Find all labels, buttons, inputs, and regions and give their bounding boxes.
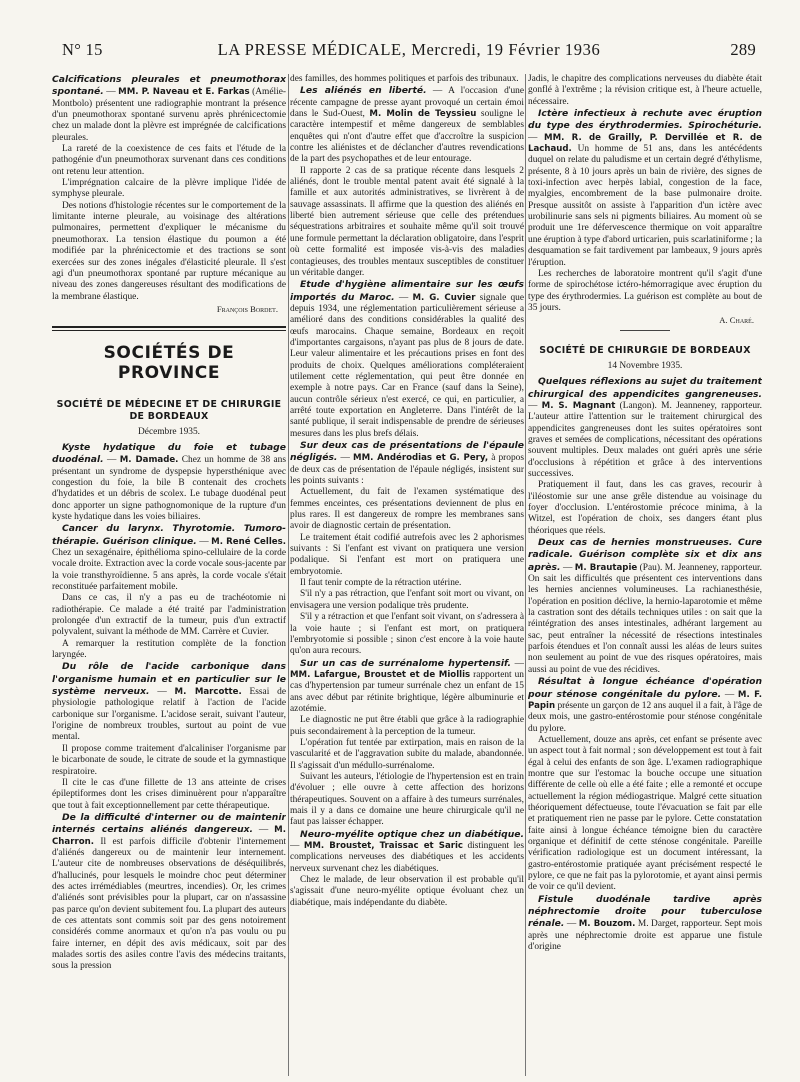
article-paragraph: Calcifications pleurales et pneumothorax spontané. — MM. P. Naveau et E. Farkas (Amélie-Montbolo) présentent une radiographie montrant la présence d'un pneumothorax spontané survenu après phrénicectomie chez un malade dont la plèvre est imprégnée de calcifications pleurales. — [52, 74, 286, 143]
article-authors: MM. P. Naveau et E. Farkas — [118, 87, 250, 98]
article-title: Résultat à longue échéance d'opération pour sténose congénitale du pylore. — [528, 676, 762, 700]
article-authors: M. F. Papin — [528, 689, 762, 711]
article-authors: M. Molin de Teyssieu — [369, 109, 477, 120]
article-authors: M. Marcotte. — [174, 687, 242, 698]
divider — [620, 330, 670, 331]
column-2 — [290, 74, 524, 1076]
article-paragraph: Sur un cas de surrénalome hypertensif. — MM. Lafargue, Broustet et de Miollis rapportent un cas d'hypertension par tumeur surrénale chez un enfant de 15 ans avec début par rétinite brightique, légère albuminurie et azotémie. — [290, 657, 524, 714]
session-date: Décembre 1935. — [138, 426, 200, 437]
article-paragraph: Il rapporte 2 cas de sa pratique récente dans lesquels 2 aliénés, dont le trouble mental patent avait été signalé à la famille et aux autorités administratives, se livrèrent à de sauvage assassinats. Il affirme que la question des aliénés en liberté bien autrement sérieuse que celle des prétendues séquestrations arbitraires et souhaite même qu'il soit trouvé une formule permettant la déclaration obligatoire, dans l'esprit où cette formalité est imposée vis-à-vis des maladies contagieuses, des troubles mentaux susceptibles de constituer un véritable danger. — [290, 165, 524, 278]
article-title: Du rôle de l'acide carbonique dans l'organisme humain et en particulier sur le système nerveux. — [52, 661, 286, 698]
article-paragraph: Chez le malade, de leur observation il est probable qu'il s'agissait d'une neuro-myélite optique évoluant chez un diabétique, mais indépendante du diabète. — [290, 875, 524, 908]
article-paragraph: Deux cas de hernies monstrueuses. Cure radicale. Guérison complète six et dix ans après. — M. Brautapie (Pau). M. Jeanneney, rapporteur. On sait les difficultés que présentent ces interventions dans les hernies anciennes volumineuses. La rachianesthésie, l'opération en position déclive, la hernio-laparotomie et même la castration sont des détails techniques utiles : on sait que la réintégration des anses intestinales, adhérant largement au sac, peut entraîner la nécessité de résections intestinales parfois étendues et l'on connaît aussi les aléas de leurs suites non seulement au point de vue des risques opératoires, mais aussi au point de vue des récidives. — [528, 537, 762, 675]
article-authors: M. René Celles. — [211, 536, 286, 547]
article-title: Fistule duodénale tardive après néphrectomie droite pour tuberculose rénale. — [528, 893, 762, 930]
article-title: Etude d'hygiène alimentaire sur les œufs importés du Maroc. — [290, 279, 524, 303]
article-title: Kyste hydatique du foie et tubage duodénal. — [52, 441, 286, 466]
article-authors: M. Damade. — [119, 455, 179, 466]
article-paragraph: Neuro-myélite optique chez un diabétique. — MM. Broustet, Traissac et Saric distinguent les complications nerveuses des diabétiques et les accidents nerveux survenant chez les diabétiques. — [290, 828, 524, 874]
article-authors: MM. R. de Grailly, P. Dervillée et R. de Lachaud. — [528, 132, 762, 155]
article-paragraph: L'opération fut tentée par extirpation, mais en raison de la vascularité et de l'aggravation subite du malade, abandonnée. Il s'agissait d'un médullo-surrénalome. — [290, 737, 524, 771]
article-paragraph: Résultat à longue échéance d'opération pour sténose congénitale du pylore. — M. F. Papin présente un garçon de 12 ans auquel il a fait, à l'âge de deux mois, une gastro-entérostomie pour sténose congénitale du pylore. — [528, 676, 762, 734]
article-paragraph: Il cite le cas d'une fillette de 13 ans atteinte de crises épileptiformes dont les crises diminuèrent pour n'apparaître que tout à fait exceptionnellement par cette thérapeutique. — [52, 777, 286, 811]
article-paragraph: Le traitement était codifié autrefois avec les 2 aphorismes suivants : Si l'enfant est vivant on pratiquera une version podalique. Si l'enfant est mort on pratiquera une embryotomie. — [290, 532, 524, 577]
article-title: Neuro-myélite optique chez un diabétique. — [300, 828, 524, 840]
article-paragraph: Fistule duodénale tardive après néphrectomie droite pour tuberculose rénale. — M. Bouzom. M. Darget, rapporteur. Sept mois après une néphrectomie droite est apparue une fistule d'origine — [528, 893, 762, 953]
article-paragraph: Les recherches de laboratoire montrent qu'il s'agit d'une forme de spirochétose ictéro-hémorragique avec éruption du type des érythrodermies. La guérison est complète au bout de 35 jours. — [528, 268, 762, 313]
article-paragraph: Cancer du larynx. Thyrotomie. Tumoro-thérapie. Guérison clinique. — M. René Celles. Chez un sexagénaire, épithélioma spino-cellulaire de la corde vocale droite. Extraction avec la corde vocale sous-jacente par la voie transthyroïdienne. 5 ans après, la corde vocale s'était reconstituée parfaitement mobile. — [52, 523, 286, 592]
article-title: De la difficulté d'interner ou de maintenir internés certains aliénés dangereux. — [52, 811, 286, 836]
page-number-right: 289 — [730, 40, 756, 59]
article-title: Calcifications pleurales et pneumothorax spontané. — [52, 74, 286, 98]
article-paragraph: des familles, des hommes politiques et parfois des tribunaux. — [290, 74, 519, 84]
column-1 — [52, 74, 286, 1076]
signature: A. Charé. — [719, 315, 754, 326]
signature: François Bordet. — [216, 303, 278, 314]
article-paragraph: S'il y a rétraction et que l'enfant soit vivant, on s'adressera à la voie haute ; si l'enfant est mort, on pratiquera l'embryotomie si possible ; sinon c'est encore à la voie haute qu'on aura recours. — [290, 612, 524, 657]
article-paragraph: Actuellement, douze ans après, cet enfant se présente avec un aspect tout à fait normal ; son développement est tout à fait égal à celui des enfants de son âge. L'examen radiographique montre que sur l'estomac la bouche occupe une situation différente de celle où elle a été faite ; elle a remonté et occupe actuellement la région médiogastrique. Malgré cette situation théoriquement défectueuse, toute l'évacuation se fait par elle et pratiquement rien ne passe par le pylore. Cette constatation faite ainsi à longue échéance témoigne bien du caractère organique et définitif de cette sténose congénitale. Pareille vérification radiologique est un document intéressant, la gastro-entérostomie pratiquée ayant précisément respecté le pylore, ce que ne fait pas la pylorotomie, et ayant ainsi permis de voir ce qu'il devient. — [528, 734, 762, 893]
article-authors: M. G. Cuvier — [412, 292, 476, 303]
article-paragraph: A remarquer la restitution complète de la fonction laryngée. — [52, 638, 286, 661]
article-paragraph: Du rôle de l'acide carbonique dans l'organisme humain et en particulier sur le système nerveux. — M. Marcotte. Essai de physiologie pathologique relatif à l'action de l'acide carbonique sur l'organisme. L'acidose serait, suivant l'auteur, l'origine de nombreux troubles, surtout au point de vue mental. — [52, 661, 286, 743]
article-paragraph: Pratiquement il faut, dans les cas graves, recourir à l'iléostomie sur une anse grêle distendue au voisinage du foyer d'occlusion. L'entérostomie précoce minima, à la Witzel, est l'opération de choix, ses dangers étant plus théoriques que réels. — [528, 480, 762, 536]
columns — [52, 74, 762, 1076]
society-heading: SOCIÉTÉ DE CHIRURGIE DE BORDEAUX — [539, 345, 751, 357]
article-paragraph: L'imprégnation calcaire de la plèvre implique l'idée de symphyse pleurale. — [52, 178, 286, 200]
page-number-left: N° 15 — [62, 40, 103, 59]
article-authors: M. Brautapie — [574, 562, 638, 573]
running-header — [62, 40, 756, 62]
section-divider — [52, 326, 286, 328]
article-paragraph: Etude d'hygiène alimentaire sur les œufs importés du Maroc. — M. G. Cuvier signale que depuis 1934, une réglementation particulièrement sérieuse a amélioré dans des conditions considérables la qualité des œufs marocains. Chaque semaine, Bordeaux en reçoit d'importantes cargaisons, n'ayant pas plus de 8 jours de date. Leur valeur alimentaire et les précautions prises en font des produits de choix. Quelques améliorations compléteraient utilement cette réglementation, qui peut être donnée en exemple à notre pays. Car en France (sauf dans la Seine), aucun contrôle sérieux n'est exercé, ce qui, en particulier, a arrêté toute exportation en Angleterre. Dans l'intérêt de la santé publique, il serait indispensable de prendre de sérieuses mesures dans les plus brefs délais. — [290, 279, 524, 439]
article-authors: M. Bouzom. — [578, 919, 636, 930]
article-paragraph: Il propose comme traitement d'alcaliniser l'organisme par le bicarbonate de soude, le citrate de soude et la gymnastique respiratoire. — [52, 743, 286, 777]
article-title: Sur un cas de surrénalome hypertensif. — [300, 657, 511, 669]
article-paragraph: Suivant les auteurs, l'étiologie de l'hypertension est en train d'évoluer ; elle ouvre à cette affection des horizons thérapeutiques. Souvent on a affaire à des tumeurs surrénales, mais il y a dans ce domaine une heure chirurgicale qu'il ne faut pas laisser échapper. — [290, 771, 524, 828]
article-paragraph: Sur deux cas de présentations de l'épaule négligés. — MM. Andérodias et G. Pery, à propos de deux cas de présentation de l'épaule négligés, insistent sur les points suivants : — [290, 440, 524, 487]
article-paragraph: S'il n'y a pas rétraction, que l'enfant soit mort ou vivant, on envisagera une version podalique très prudente. — [290, 589, 524, 611]
article-authors: MM. Lafargue, Broustet et de Miollis — [290, 669, 471, 680]
article-paragraph: Dans ce cas, il n'y a pas eu de trachéotomie ni radiothérapie. Ce malade a été traité par l'administration prolongée d'un extractif de la tumeur, puis d'un extractif polyvalent, suivant la méthode de MM. Carrère et Cuvier. — [52, 593, 286, 638]
article-paragraph: De la difficulté d'interner ou de maintenir internés certains aliénés dangereux. — M. Charron. Il est parfois difficile d'obtenir l'internement d'aliénés dangereux ou de maintenir leur internement. L'auteur cite de nombreuses observations de déséquilibrés, d'hallucinés, pour lesquels le moindre choc peut déterminer des actes irrémédiables (meurtres, incendies). Or, les crimes d'aliénés sont prévisibles pour la plupart, car on n'assassine pas parce qu'on devient subitement fou. La plupart des auteurs de ces attentats sont commis soit par des gens notoirement considérés comme anormaux et qu'on n'a pas voulu ou pu faire interner, en dépit des avis médicaux, soit par des malades sortis des asiles contre l'avis des médecins traitants, sous la pression — [52, 811, 286, 972]
section-divider — [52, 330, 286, 331]
society-heading: SOCIÉTÉ DE MÉDECINE ET DE CHIRURGIE DE BORDEAUX — [56, 398, 282, 422]
article-paragraph: Des notions d'histologie récentes sur le comportement de la limitante interne pleurale, au voisinage des altérations pulmonaires, permettent d'expliquer le mécanisme du pneumothorax. La tension élastique du poumon a été modifiée par la phrénicectomie et des tractions se sont exercées sur des zones inégales d'élasticité pleurale. Il s'est agi d'un pneumothorax spontané par rupture mécanique au niveau des zones dangereuses résultant des modifications de la membrane élastique. — [52, 200, 286, 302]
article-paragraph: Il faut tenir compte de la rétraction utérine. — [300, 578, 462, 589]
journal-title: LA PRESSE MÉDICALE, Mercredi, 19 Février 1936 — [217, 40, 601, 59]
article-title: Les aliénés en liberté. — [300, 85, 427, 97]
article-authors: MM. Andérodias et G. Pery, — [353, 453, 489, 464]
article-paragraph: Ictère infectieux à rechute avec éruption du type des érythrodermies. Spirochéturie. — MM. R. de Grailly, P. Dervillée et R. de Lachaud. Un homme de 51 ans, dans les antécédents duquel on relate du paludisme et un certain degré d'éthylisme, présente, 8 à 10 jours après un bain de rivière, des signes de toxi-infection avec herpès labial, congestion de la face, myalgies, encombrement de la base pulmonaire droite. Presque aussitôt on assiste à l'apparition d'un ictère avec urobilinurie sans sels ni pigments biliaires. Au moment où se produit une 1re défervescence thermique on voit apparaître une éruption à type d'abord urticarien, puis scarlatiniforme ; la desquamation se fait tardivement par lambeaux, 9 jours après l'éruption. — [528, 108, 762, 268]
column-rule — [525, 74, 526, 1076]
article-paragraph: Le diagnostic ne put être établi que grâce à la radiographie puis secondairement à la perception de la tumeur. — [290, 715, 524, 737]
article-title: Deux cas de hernies monstrueuses. Cure radicale. Guérison complète six et dix ans après. — [528, 537, 762, 573]
article-paragraph: Jadis, le chapitre des complications nerveuses du diabète était gonflé à l'extrême ; la révision critique est, à l'heure actuelle, nécessaire. — [528, 74, 762, 107]
article-title: Cancer du larynx. Thyrotomie. Tumoro-thérapie. Guérison clinique. — [52, 523, 286, 547]
session-date: 14 Novembre 1935. — [607, 361, 683, 372]
article-title: Quelques réflexions au sujet du traitement chirurgical des appendicites gangreneuses. — [528, 376, 762, 400]
article-title: Sur deux cas de présentations de l'épaule négligés. — [290, 440, 524, 464]
article-authors: M. S. Magnant — [541, 400, 616, 411]
article-paragraph: Kyste hydatique du foie et tubage duodénal. — M. Damade. Chez un homme de 38 ans présentant un syndrome de dyspepsie hypersthénique avec congestion du foie, la bile B contenait des crochets d'hydatides et un débris de scolex. Le tubage duodénal peut donc apporter un signe pathognomonique de la rupture d'un kyste hydatique dans les voies biliaires. — [52, 441, 286, 522]
column-3 — [528, 74, 762, 1076]
section-title: SOCIÉTÉS DE PROVINCE — [103, 342, 235, 383]
article-title: Ictère infectieux à rechute avec éruption du type des érythrodermies. Spirochéturie. — [528, 108, 762, 132]
column-rule — [288, 74, 289, 1076]
article-authors: MM. Broustet, Traissac et Saric — [303, 841, 464, 852]
article-authors: M. Charron. — [52, 825, 286, 847]
article-paragraph: Quelques réflexions au sujet du traitement chirurgical des appendicites gangreneuses. — M. S. Magnant (Langon). M. Jeanneney, rapporteur. L'auteur attire l'attention sur le traitement chirurgical des appendicites gangreneuses dont les suites opératoires sont graves et semées de complications, nécessitant des opérations souvent multiples. Deux malades ont guéri après une série d'occlusions à répétition et grâce à des interventions successives. — [528, 376, 762, 479]
article-paragraph: Actuellement, du fait de l'examen systématique des femmes enceintes, ces présentations deviennent de plus en plus rares. Il est dangereux de rompre les membranes sans avoir de diagnostic certain de présentation. — [290, 487, 524, 532]
article-paragraph: La rareté de la coexistence de ces faits et l'étude de la pathogénie d'un pneumothorax survenant dans ces conditions ont retenu leur attention. — [52, 144, 286, 177]
article-paragraph: Les aliénés en liberté. — A l'occasion d'une récente campagne de presse ayant provoqué un certain émoi dans le Sud-Ouest, M. Molin de Teyssieu souligne le caractère intempestif et même dangereux de semblables enquêtes qui n'ont d'autre effet que d'accroître la suspicion contre les aliénistes et de déclancher d'autres revendications de la part des psychopathes et de leur entourage. — [290, 85, 524, 165]
